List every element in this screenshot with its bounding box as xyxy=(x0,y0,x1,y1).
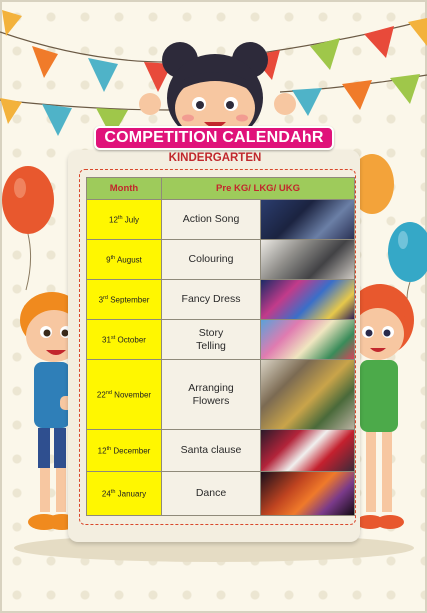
activity-cell: Colouring xyxy=(162,240,261,280)
table-row xyxy=(87,280,355,320)
pennant-3 xyxy=(88,58,118,92)
activity-photo xyxy=(261,240,355,280)
pennant-8 xyxy=(408,18,427,46)
activity-cell: Action Song xyxy=(162,200,261,240)
page-title: COMPETITION CALENDAhR xyxy=(94,126,334,150)
activity-cell: Dance xyxy=(162,472,261,516)
activity-cell: Arranging Flowers xyxy=(162,360,261,430)
balloon-red-left xyxy=(2,166,54,234)
competition-table xyxy=(86,177,355,516)
page-subtitle: KINDERGARTEN xyxy=(168,152,262,164)
activity-photo xyxy=(261,430,355,472)
pennant-2 xyxy=(32,46,58,78)
activity-cell: Fancy Dress xyxy=(162,280,261,320)
pennant-6 xyxy=(310,38,340,70)
pennant-1 xyxy=(2,10,22,36)
table-row xyxy=(87,472,355,516)
header-classes: Pre KG/ LKG/ UKG xyxy=(162,178,355,200)
month-cell: 22nd November xyxy=(87,360,162,430)
table-header-row xyxy=(87,178,355,200)
balloon-blue-right xyxy=(388,222,427,282)
table-row xyxy=(87,430,355,472)
pennant-13 xyxy=(342,80,372,110)
pennant-9 xyxy=(0,98,22,124)
activity-photo xyxy=(261,200,355,240)
table-row xyxy=(87,320,355,360)
header-month: Month xyxy=(87,178,162,200)
month-cell: 12th December xyxy=(87,430,162,472)
month-cell: 3rd September xyxy=(87,280,162,320)
activity-cell: Santa clause xyxy=(162,430,261,472)
activity-cell: Story Telling xyxy=(162,320,261,360)
activity-photo xyxy=(261,472,355,516)
month-cell: 24th January xyxy=(87,472,162,516)
month-cell: 31st October xyxy=(87,320,162,360)
month-cell: 9th August xyxy=(87,240,162,280)
activity-photo xyxy=(261,320,355,360)
pennant-10 xyxy=(42,104,72,136)
month-cell: 12th July xyxy=(87,200,162,240)
activity-photo xyxy=(261,280,355,320)
table-row xyxy=(87,200,355,240)
table-row xyxy=(87,360,355,430)
table-row xyxy=(87,240,355,280)
pennant-14 xyxy=(390,74,420,104)
pennant-12 xyxy=(292,88,322,116)
activity-photo xyxy=(261,360,355,430)
pennant-7 xyxy=(364,26,394,58)
